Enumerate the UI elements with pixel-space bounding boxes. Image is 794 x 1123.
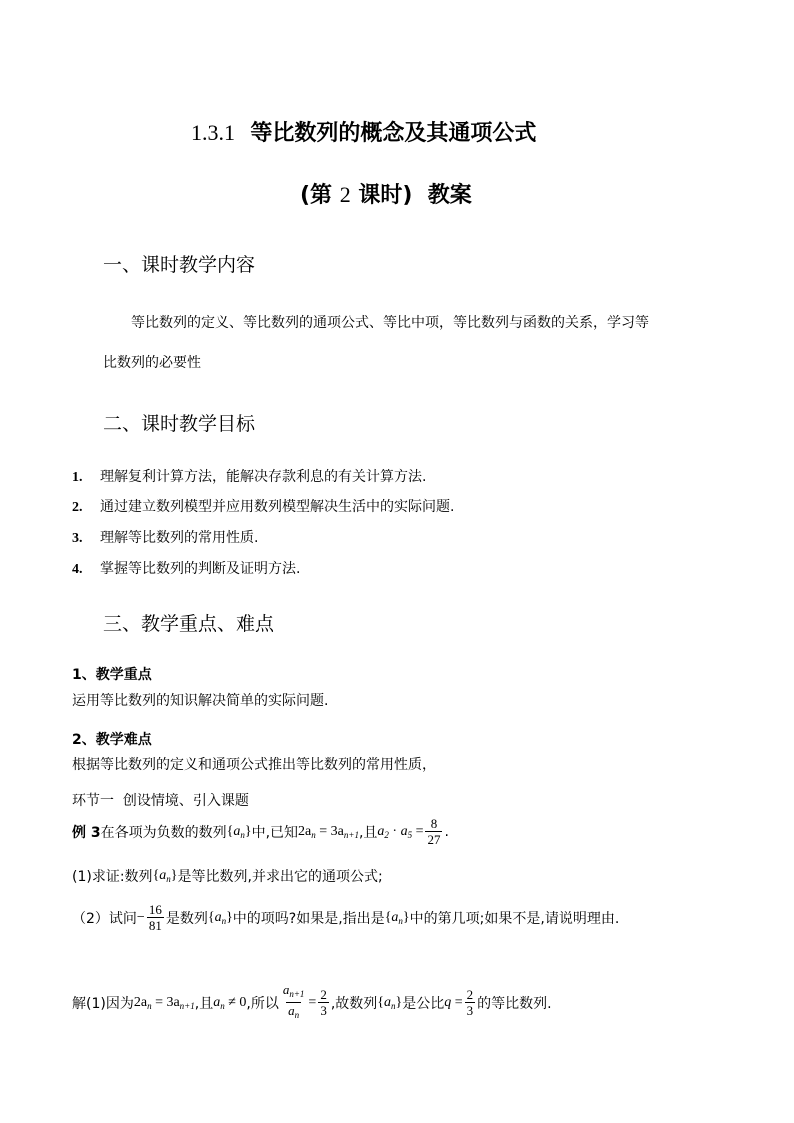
equation-recurrence: $2a_n = 3a_{n+1}$ — [298, 823, 359, 840]
objective-item-4: 4. 掌握等比数列的判断及证明方法. — [72, 561, 301, 577]
sequence-symbol: $\{a_n\}$ — [207, 909, 233, 926]
equation-product: $a_2 \cdot a_5$ = — [377, 823, 424, 840]
key-point-label: 1、教学重点 — [72, 667, 152, 683]
solution-line: 解(1)因为 $2a_n = 3a_{n+1}$ ,且 $a_n \ne 0$ ,所以 $\frac{a_{n+1}}{a_n}$ = $\frac{2}{3}$ ,故数列 $\{a_n\}$ 是公比 q = $\frac{2}{3}$ 的等比数列. — [72, 982, 552, 1023]
fraction-q-2-3: $\frac{2}{3}$ — [466, 987, 474, 1018]
sequence-symbol: $\{a_n\}$ — [384, 909, 410, 926]
section2-heading: 二、课时教学目标 — [103, 413, 256, 435]
section3-heading: 三、教学重点、难点 — [103, 613, 275, 635]
nonzero-condition: $a_n \ne 0$ — [213, 994, 247, 1011]
question-1: (1)求证:数列 $\{a_n\}$ 是等比数列,并求出它的通项公式; — [72, 868, 383, 885]
document-title-line2: (第 2 课时) 教案 — [300, 182, 472, 208]
fraction-2-3: $\frac{2}{3}$ — [320, 987, 327, 1018]
fraction-16-81: $\frac{16}{81}$ — [148, 902, 162, 933]
question-2: （2）试问 − $\frac{16}{81}$ 是数列 $\{a_n\}$ 中的项吗?如果是,指出是 $\{a_n\}$ 中的第几项;如果不是,请说明理由. — [72, 902, 620, 933]
objective-item-3: 3. 理解等比数列的常用性质. — [72, 530, 259, 546]
section1-heading: 一、课时教学内容 — [103, 254, 256, 276]
ratio-q: q = — [444, 994, 463, 1010]
fraction-8-27: $\frac{8}{27}$ — [427, 816, 441, 847]
section1-paragraph-line1: 等比数列的定义、等比数列的通项公式、等比中项，等比数列与函数的关系，学习等 — [131, 315, 649, 331]
sequence-symbol: $\{a_n\}$ — [152, 868, 178, 884]
key-point-text: 运用等比数列的知识解决简单的实际问题. — [72, 693, 329, 709]
section1-paragraph-line2: 比数列的必要性 — [103, 355, 201, 371]
difficulty-text: 根据等比数列的定义和通项公式推出等比数列的常用性质， — [72, 757, 436, 773]
env-heading: 环节一 创设情境、引入课题 — [72, 793, 249, 809]
objective-item-2: 2. 通过建立数列模型并应用数列模型解决生活中的实际问题. — [72, 499, 455, 515]
difficulty-label: 2、教学难点 — [72, 732, 152, 748]
example-line: 例 3 在各项为负数的数列 $\{a_n\}$ 中,已知 $2a_n = 3a_{n+1}$ ,且 $a_2 \cdot a_5$ = $\frac{8}{27}$ . — [72, 816, 449, 847]
document-title-line1: 1.3.1 等比数列的概念及其通项公式 — [191, 120, 537, 146]
fraction-ratio: $\frac{a_{n+1}}{a_n}$ — [281, 982, 307, 1023]
objective-item-1: 1. 理解复利计算方法，能解决存款利息的有关计算方法. — [72, 469, 427, 485]
sequence-symbol: $\{a_n\}$ — [377, 994, 403, 1011]
equation-recurrence: $2a_n = 3a_{n+1}$ — [133, 994, 195, 1011]
sequence-symbol: $\{a_n\}$ — [226, 823, 252, 840]
